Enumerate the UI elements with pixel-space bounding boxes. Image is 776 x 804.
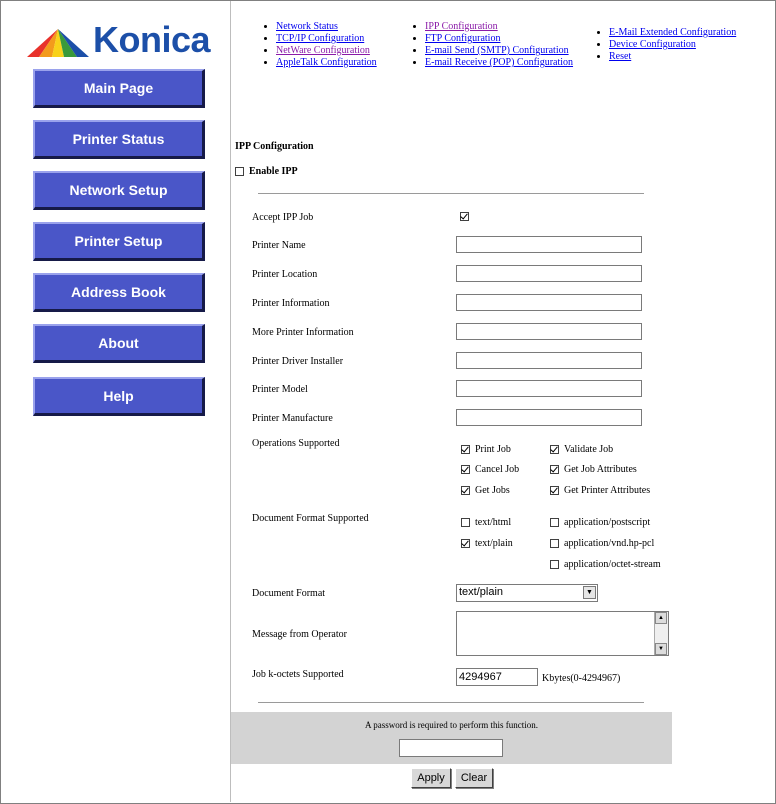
link-email-send-configuration[interactable]: E-mail Send (SMTP) Configuration — [425, 45, 569, 56]
operations-supported-label: Operations Supported — [252, 438, 340, 449]
op-get-job-attributes-label: Get Job Attributes — [564, 464, 637, 475]
link-network-status[interactable]: Network Status — [276, 21, 338, 32]
scroll-down-icon[interactable]: ▼ — [655, 643, 667, 655]
op-get-job-attributes — [550, 464, 637, 475]
more-printer-information-input[interactable] — [456, 323, 642, 340]
fmt-text-plain-label: text/plain — [475, 538, 513, 549]
message-from-operator-textarea[interactable] — [456, 611, 669, 656]
fmt-application-vnd-hp-pcl-label: application/vnd.hp-pcl — [564, 538, 655, 549]
printer-information-input[interactable] — [456, 294, 642, 311]
message-from-operator-label: Message from Operator — [252, 629, 347, 640]
fmt-application-postscript-checkbox[interactable] — [550, 518, 559, 527]
password-prompt: A password is required to perform this function. — [365, 720, 538, 730]
clear-button[interactable]: Clear — [455, 768, 493, 788]
link-device-configuration[interactable]: Device Configuration — [609, 39, 696, 50]
brand-name: Konica — [93, 19, 211, 60]
divider-bottom — [258, 702, 644, 703]
op-cancel-job-label: Cancel Job — [475, 464, 520, 475]
link-ipp-configuration[interactable]: IPP Configuration — [425, 21, 498, 32]
link-list-device — [596, 27, 736, 63]
op-validate-job-checkbox[interactable] — [550, 445, 559, 454]
main-content — [231, 0, 774, 802]
apply-button[interactable]: Apply — [411, 768, 451, 788]
fmt-application-octet-stream-label: application/octet-stream — [564, 559, 661, 570]
printer-information-label: Printer Information — [252, 298, 330, 309]
nav-network-setup-button[interactable]: Network Setup — [33, 171, 205, 210]
fmt-text-html — [461, 517, 511, 528]
scroll-up-icon[interactable]: ▲ — [655, 612, 667, 624]
op-print-job-label: Print Job — [475, 444, 511, 455]
link-email-receive-configuration[interactable]: E-mail Receive (POP) Configuration — [425, 57, 574, 68]
link-tcpip-configuration[interactable]: TCP/IP Configuration — [276, 33, 365, 44]
op-get-jobs — [461, 485, 510, 496]
fmt-application-octet-stream-checkbox[interactable] — [550, 560, 559, 569]
document-format-value: text/plain — [459, 586, 504, 598]
document-format-supported-label: Document Format Supported — [252, 513, 369, 524]
enable-ipp-row — [235, 166, 298, 177]
fmt-application-vnd-hp-pcl-checkbox[interactable] — [550, 539, 559, 548]
fmt-application-postscript — [550, 517, 650, 528]
nav-about-button[interactable]: About — [33, 324, 205, 363]
job-koctets-unit: Kbytes(0-4294967) — [542, 673, 621, 684]
fmt-text-plain — [461, 538, 513, 549]
op-cancel-job-checkbox[interactable] — [461, 465, 470, 474]
link-email-extended-configuration[interactable]: E-Mail Extended Configuration — [609, 27, 737, 38]
link-ftp-configuration[interactable]: FTP Configuration — [425, 33, 501, 44]
nav-address-book-button[interactable]: Address Book — [33, 273, 205, 312]
op-print-job — [461, 444, 511, 455]
printer-location-input[interactable] — [456, 265, 642, 282]
printer-manufacture-label: Printer Manufacture — [252, 413, 333, 424]
document-format-select[interactable] — [456, 584, 598, 602]
printer-model-label: Printer Model — [252, 384, 308, 395]
op-get-job-attributes-checkbox[interactable] — [550, 465, 559, 474]
op-print-job-checkbox[interactable] — [461, 445, 470, 454]
printer-driver-installer-label: Printer Driver Installer — [252, 356, 344, 367]
fmt-application-octet-stream — [550, 559, 661, 570]
accept-ipp-job-checkbox[interactable] — [460, 212, 469, 221]
enable-ipp-label: Enable IPP — [249, 166, 298, 177]
job-koctets-label: Job k-octets Supported — [252, 669, 344, 680]
nav-main-page-button[interactable]: Main Page — [33, 69, 205, 108]
textarea-scrollbar[interactable] — [654, 612, 668, 655]
section-title: IPP Configuration — [235, 141, 314, 152]
nav-printer-status-button[interactable]: Printer Status — [33, 120, 205, 159]
fmt-text-plain-checkbox[interactable] — [461, 539, 470, 548]
op-validate-job — [550, 444, 613, 455]
printer-name-input[interactable] — [456, 236, 642, 253]
fmt-text-html-checkbox[interactable] — [461, 518, 470, 527]
link-netware-configuration[interactable]: NetWare Configuration — [276, 45, 370, 56]
link-appletalk-configuration[interactable]: AppleTalk Configuration — [276, 57, 377, 68]
link-list-protocols — [412, 21, 573, 69]
op-cancel-job — [461, 464, 519, 475]
link-list-network — [263, 21, 377, 69]
fmt-text-html-label: text/html — [475, 517, 512, 528]
op-get-printer-attributes-checkbox[interactable] — [550, 486, 559, 495]
op-get-printer-attributes-label: Get Printer Attributes — [564, 485, 651, 496]
left-panel — [1, 1, 231, 802]
accept-ipp-job-label: Accept IPP Job — [252, 212, 314, 223]
fmt-application-vnd-hp-pcl — [550, 538, 654, 549]
enable-ipp-checkbox[interactable] — [235, 167, 244, 176]
fmt-application-postscript-label: application/postscript — [564, 517, 651, 528]
nav-printer-setup-button[interactable]: Printer Setup — [33, 222, 205, 261]
op-get-jobs-label: Get Jobs — [475, 485, 510, 496]
printer-name-label: Printer Name — [252, 240, 306, 251]
printer-manufacture-input[interactable] — [456, 409, 642, 426]
op-validate-job-label: Validate Job — [564, 444, 614, 455]
op-get-jobs-checkbox[interactable] — [461, 486, 470, 495]
printer-driver-installer-input[interactable] — [456, 352, 642, 369]
password-panel — [231, 712, 672, 764]
more-printer-information-label: More Printer Information — [252, 327, 354, 338]
job-koctets-input[interactable]: 4294967 — [456, 668, 538, 686]
nav-help-button[interactable]: Help — [33, 377, 205, 416]
link-reset[interactable]: Reset — [609, 51, 632, 62]
op-get-printer-attributes — [550, 485, 650, 496]
brand-logo — [25, 19, 220, 63]
konica-logo-icon — [25, 25, 91, 59]
divider-top — [258, 193, 644, 194]
printer-model-input[interactable] — [456, 380, 642, 397]
password-input[interactable] — [399, 739, 503, 757]
document-format-label: Document Format — [252, 588, 326, 599]
printer-location-label: Printer Location — [252, 269, 318, 280]
chevron-down-icon[interactable]: ▼ — [583, 586, 596, 599]
